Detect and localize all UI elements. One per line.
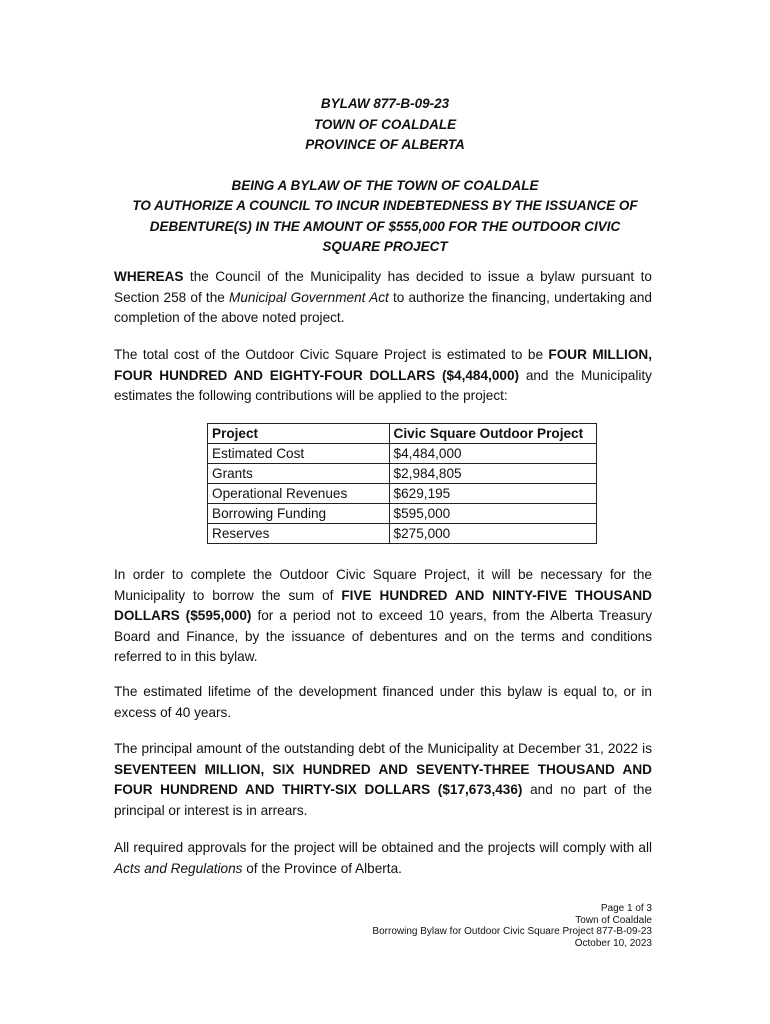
row-label: Estimated Cost: [208, 444, 390, 464]
row-value: $595,000: [389, 504, 596, 524]
borrow-text-1: In order to complete the Outdoor Civic Square Project, it will be necessary for the Municipality to borrow the sum of: [114, 567, 652, 603]
row-value: $275,000: [389, 524, 596, 544]
whereas-text-1: the Council of the Municipality has decided to issue a bylaw pursuant to Section 258 of the: [114, 269, 652, 305]
borrow-text-2: for a period not to exceed 10 years, from the Alberta Treasury Board and Finance, by the issuance of debentures and on the terms and conditions referred to in this bylaw.: [114, 608, 653, 664]
lifetime-paragraph: The estimated lifetime of the development financed under this bylaw is equal to, or in excess of 40 years.: [114, 684, 652, 720]
whereas-paragraph: [114, 267, 652, 329]
contributions-table: [207, 423, 597, 544]
table-row: [208, 524, 597, 544]
row-value: $629,195: [389, 484, 596, 504]
bylaw-purpose-line-2: TO AUTHORIZE A COUNCIL TO INCUR INDEBTEDNESS BY THE ISSUANCE OF: [132, 198, 638, 213]
table-row: [208, 444, 597, 464]
row-label: Operational Revenues: [208, 484, 390, 504]
row-label: Reserves: [208, 524, 390, 544]
row-label: Borrowing Funding: [208, 504, 390, 524]
total-cost-text-2: and the Municipality estimates the following contributions will be applied to the project:: [114, 367, 652, 403]
town-name: TOWN OF COALDALE: [313, 116, 457, 132]
title-block: [100, 94, 670, 258]
row-value: $4,484,000: [389, 444, 596, 464]
table-row: [208, 464, 597, 484]
principal-debt-paragraph: [114, 739, 652, 821]
acts-and-regulations: Acts and Regulations: [114, 860, 243, 876]
page-number: Page 1 of 3: [600, 903, 652, 914]
total-cost-amount: FOUR MILLION, FOUR HUNDRED AND EIGHTY-FOUR DOLLARS ($4,484,000): [114, 347, 652, 383]
principal-amount: SEVENTEEN MILLION, SIX HUNDRED AND SEVENTY-THREE THOUSAND AND FOUR HUNDREND AND THIRTY-SIX DOLLARS ($17,673,436): [114, 761, 652, 797]
municipal-government-act: Municipal Government Act: [229, 289, 389, 305]
principal-text-2: and no part of the principal or interest is in arrears.: [114, 782, 652, 818]
page-footer: [252, 903, 652, 949]
whereas-lead: WHEREAS: [114, 269, 184, 284]
total-cost-text-1: The total cost of the Outdoor Civic Square Project is estimated to be: [114, 347, 549, 362]
bylaw-purpose-line-1: BEING A BYLAW OF THE TOWN OF COALDALE: [231, 177, 539, 193]
bylaw-purpose-line-4: SQUARE PROJECT: [322, 239, 448, 254]
borrowing-paragraph: [114, 565, 652, 668]
row-value: $2,984,805: [389, 464, 596, 484]
bylaw-purpose-line-3: DEBENTURE(S) IN THE AMOUNT OF $555,000 FOR THE OUTDOOR CIVIC: [149, 218, 621, 234]
approvals-text-2: of the Province of Alberta.: [242, 860, 402, 876]
principal-text-1: The principal amount of the outstanding debt of the Municipality at December 31, 2022 is: [114, 741, 652, 756]
whereas-text-2: to authorize the financing, undertaking and completion of the above noted project.: [114, 289, 652, 325]
approvals-paragraph: [114, 838, 652, 879]
row-label: Grants: [208, 464, 390, 484]
footer-bylaw-title: Borrowing Bylaw for Outdoor Civic Square Project 877-B-09-23: [372, 926, 652, 937]
province-name: PROVINCE OF ALBERTA: [305, 137, 465, 152]
table-header-civic-square: Civic Square Outdoor Project: [389, 424, 596, 444]
table-row: [208, 504, 597, 524]
table-header-row: [208, 424, 597, 444]
bylaw-number: BYLAW 877-B-09-23: [320, 96, 450, 111]
total-cost-paragraph: [114, 345, 652, 407]
footer-date: October 10, 2023: [574, 937, 652, 949]
borrow-amount: FIVE HUNDRED AND NINTY-FIVE THOUSAND DOLLARS ($595,000): [114, 587, 652, 623]
table-header-project: Project: [208, 424, 390, 444]
approvals-text-1: All required approvals for the project will be obtained and the projects will comply with all: [114, 840, 652, 855]
footer-town: Town of Coaldale: [575, 914, 652, 926]
table-row: [208, 484, 597, 504]
